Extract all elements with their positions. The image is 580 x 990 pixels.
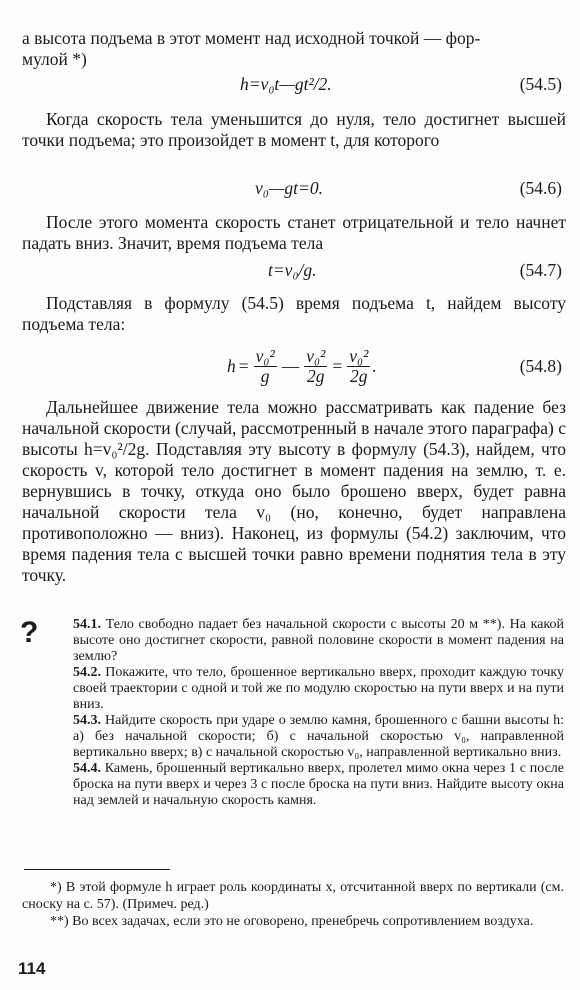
paragraph-further	[22, 397, 566, 586]
footnote-1: *) В этой формуле h играет роль координаты x, отсчитанной вверх по вертикали (см. сноску на с. 57). (Примеч. ред.)	[22, 880, 564, 912]
paragraph-substitute-text: Подставляя в формулу (54.5) время подъема t, найдем высоту подъема тела:	[22, 293, 566, 334]
height-formula-eq2: =	[332, 356, 343, 376]
term-1-numerator: v₀²	[255, 345, 275, 366]
problem-text: Камень, брошенный вертикально вверх, пролетел мимо окна через 1 с после броска на пути вверх и через 3 с после броска на пути вниз. Найдите высоту окна над землей и начальную скорость камня.	[73, 761, 565, 808]
problem-number: 54.2.	[73, 665, 101, 680]
problem-54-1	[73, 617, 564, 665]
formula-54-8	[22, 344, 566, 388]
formula-54-5-number: (54.5)	[519, 74, 562, 94]
page-number: 114	[18, 959, 46, 978]
height-formula-eq1: =	[238, 356, 249, 376]
paragraph-further-text: Дальнейшее движение тела можно рассматривать как падение без начальной скорости (случай, рассмотренный в начале этого параграфа) с высоты h=v₀²/2g. Подставляя эту высоту в формулу (54.3), найдем, что скорость v, которой тело достигнет в момент падения на землю, т. е. вернувшись в точку, откуда оно было брошено вверх, будет равна начальной скорости тела v₀ (но, конечно, будет направлена противоположно — вниз). Наконец, из формулы (54.2) заключим, что время падения тела с высшей точки равно времени поднятия тела в эту точку.	[22, 397, 566, 585]
term-1-denominator: g	[260, 365, 270, 386]
problem-54-4	[73, 761, 564, 809]
height-formula-term-3	[347, 347, 370, 386]
formula-54-7-expr: t=v₀/g.	[268, 260, 317, 280]
term-2-numerator: v₀²	[306, 345, 326, 366]
intro-line-1: а высота подъема в этот момент над исходной точкой — фор-	[22, 28, 481, 48]
term-3-numerator: v₀²	[349, 345, 369, 366]
footnote-2: **) Во всех задачах, если это не оговорено, пренебречь сопротивлением воздуха.	[50, 914, 534, 929]
formula-54-6-number: (54.6)	[519, 178, 562, 198]
paragraph-after-moment	[22, 212, 566, 254]
problem-text: Тело свободно падает без начальной скорости с высоты 20 м **). На какой высоте оно достигнет скорости, равной половине скорости в момент падения на землю?	[73, 617, 565, 664]
problem-text: Покажите, что тело, брошенное вертикально вверх, проходит каждую точку своей траектории с одной и той же по модулю скоростью на пути вверх и на пути вниз.	[73, 665, 565, 712]
formula-54-7-number: (54.7)	[519, 260, 562, 280]
height-formula-term-1	[254, 347, 277, 386]
intro-paragraph	[22, 28, 566, 70]
problem-number: 54.3.	[73, 713, 101, 728]
paragraph-zero-speed-text: Когда скорость тела уменьшится до нуля, тело достигнет высшей точки подъема; это произойдет в момент t, для которого	[22, 109, 566, 150]
footnote-divider	[24, 869, 170, 870]
formula-54-8-number: (54.8)	[519, 356, 562, 376]
height-formula-minus: —	[281, 356, 300, 376]
paragraph-substitute	[22, 293, 566, 335]
problems-block	[73, 617, 564, 809]
paragraph-after-moment-text: После этого момента скорость станет отрицательной и тело начнет падать вниз. Значит, время подъема тела	[22, 212, 566, 253]
problem-54-3	[73, 713, 564, 761]
formula-54-5	[22, 72, 566, 96]
height-formula-term-2	[304, 347, 327, 386]
height-formula	[227, 344, 377, 388]
height-formula-end: .	[372, 356, 377, 376]
intro-line-2: мулой *)	[22, 49, 87, 69]
problem-number: 54.1.	[73, 617, 101, 632]
problem-54-2	[73, 665, 564, 713]
paragraph-zero-speed	[22, 109, 566, 151]
problem-number: 54.4.	[73, 761, 101, 776]
term-3-denominator: 2g	[350, 365, 368, 386]
problem-text: Найдите скорость при ударе о землю камня, брошенного с башни высоты h: а) без начальной скорости; б) с начальной скоростью v₀, направленной вертикально вверх; в) с начальной скоростью v₀, направленной вертикально вниз.	[73, 713, 564, 760]
term-2-denominator: 2g	[307, 365, 325, 386]
height-formula-lhs: h	[227, 356, 236, 376]
footnotes-block	[22, 879, 564, 930]
question-mark-icon: ?	[20, 616, 39, 649]
formula-54-6	[22, 176, 566, 200]
formula-54-5-expr: h=v₀t—gt²/2.	[240, 74, 332, 94]
formula-54-7	[22, 258, 566, 282]
formula-54-6-expr: v₀—gt=0.	[255, 178, 323, 198]
